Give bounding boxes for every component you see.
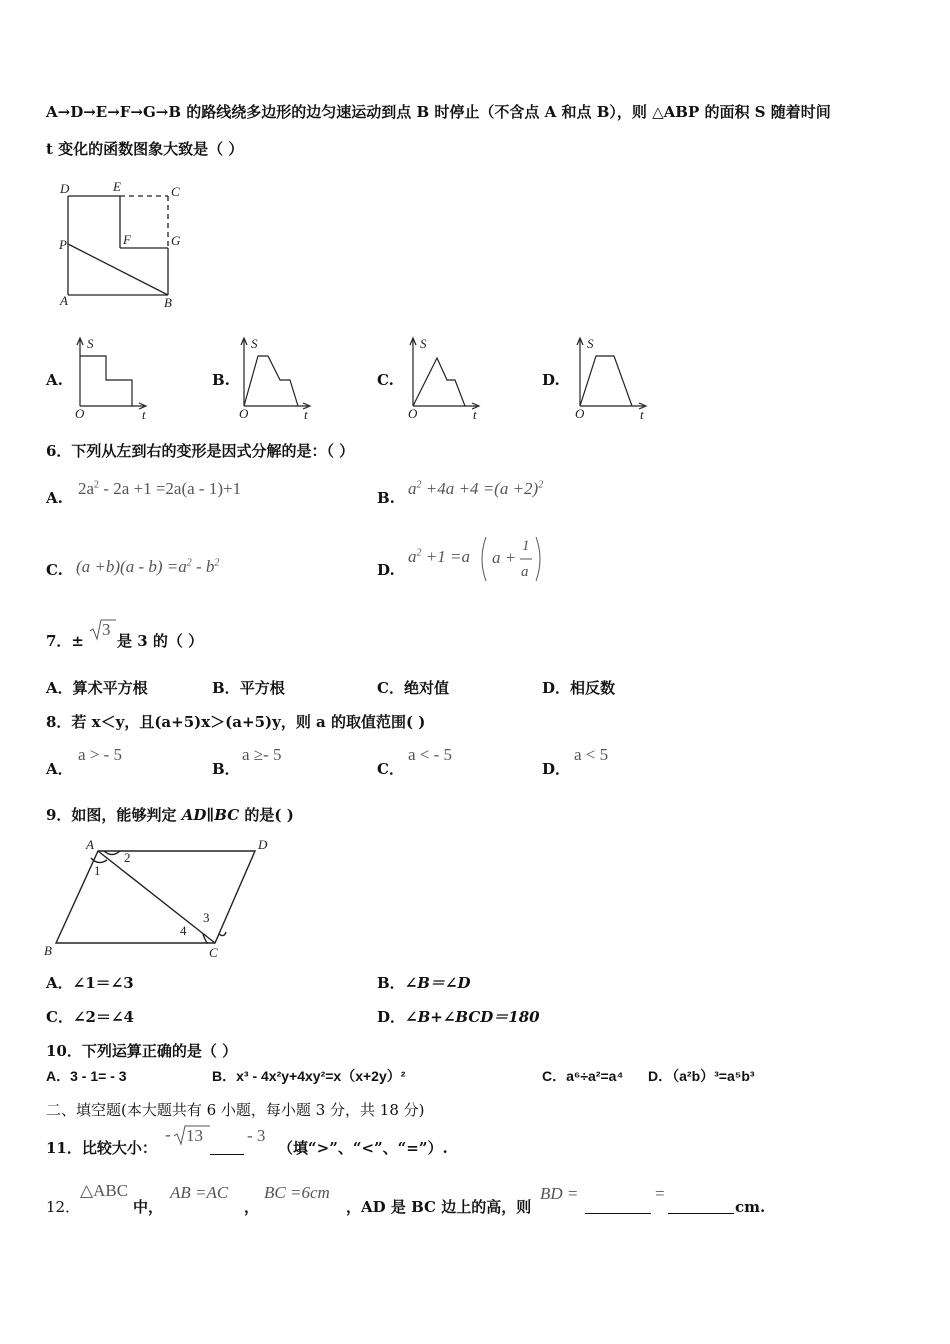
q6-A-part2: - 2a +1 =2a(a - 1)+1 bbox=[99, 479, 242, 498]
q5-stem-line1: A→D→E→F→G→B 的路线绕多边形的边匀速运动到点 B 时停止（不含点 A 和点 B），则 △ABP 的面积 S 随着时间 bbox=[46, 103, 831, 121]
q6-B-part2: +4a +4 =(a +2) bbox=[421, 479, 539, 498]
q8-option-D-expr[interactable]: a < 5 bbox=[574, 745, 609, 764]
q9-angle-3: 3 bbox=[203, 910, 210, 925]
q6-option-C-expr[interactable]: $(a +b)(a - b) =a^2 - b^2$ bbox=[76, 557, 220, 576]
q12-equals: = bbox=[655, 1184, 665, 1203]
q5-option-C-label[interactable]: C. bbox=[377, 371, 394, 389]
q5-label-C: C bbox=[171, 184, 180, 199]
q8-option-B-label[interactable]: B． bbox=[212, 760, 240, 778]
q6-option-D-expr[interactable]: $a^2 +1 =a$ bbox=[408, 547, 470, 566]
q6-D-part1: a bbox=[408, 547, 417, 566]
q12-number: 12． bbox=[46, 1198, 81, 1216]
q6-C-part1: (a +b)(a - b) =a bbox=[76, 557, 187, 576]
q7-option-C[interactable] bbox=[377, 678, 449, 698]
q10-A-label: A． bbox=[46, 1068, 71, 1084]
q8-option-D-label[interactable]: D． bbox=[542, 760, 571, 778]
q10-B-label: B． bbox=[212, 1068, 237, 1084]
q12-answer-blank-2[interactable] bbox=[668, 1213, 734, 1214]
q5-label-B: B bbox=[164, 295, 172, 310]
q6-stem bbox=[46, 441, 354, 461]
q6-B-exp: 2 bbox=[538, 479, 544, 491]
q9-D-text: ∠B+∠BCD＝180 bbox=[405, 1008, 540, 1026]
q5-B-axis-t: t bbox=[304, 407, 308, 422]
q9-label-A: A bbox=[86, 837, 94, 852]
q11-rhs: - 3 bbox=[247, 1126, 266, 1145]
q9-label-B: B bbox=[44, 943, 52, 958]
q11-radicand: 13 bbox=[186, 1126, 203, 1145]
q7-D-label: D． bbox=[542, 679, 571, 697]
q6-C-part2: - b bbox=[191, 557, 215, 576]
q7-option-B[interactable] bbox=[212, 678, 285, 698]
q5-A-axis-t: t bbox=[142, 407, 146, 422]
q7-radicand: 3 bbox=[102, 620, 111, 639]
q5-option-D-label[interactable]: D. bbox=[542, 371, 560, 389]
q6-option-D-label[interactable]: D. bbox=[377, 561, 395, 579]
q9-option-C[interactable] bbox=[46, 1007, 134, 1027]
q9-B-text: ∠B＝∠D bbox=[404, 974, 471, 992]
q12-bd: BD = bbox=[540, 1184, 579, 1203]
q5-option-B-graph[interactable] bbox=[234, 334, 324, 424]
q9-angle-4: 4 bbox=[180, 923, 187, 938]
q5-label-F: F bbox=[123, 232, 131, 247]
q9-label-C: C bbox=[209, 945, 218, 960]
q5-A-axis-s: S bbox=[87, 336, 94, 351]
q7-number: 7．± bbox=[46, 632, 85, 650]
q12-eq1: AB =AC bbox=[170, 1183, 229, 1202]
q7-B-text: 平方根 bbox=[239, 679, 285, 697]
q11-answer-blank[interactable] bbox=[210, 1154, 244, 1155]
q10-A-text: 3 - 1= - 3 bbox=[70, 1068, 127, 1084]
q10-B-text: x³ - 4x²y+4xy²=x（x+2y）² bbox=[236, 1068, 406, 1084]
q6-D-frac-num: 1 bbox=[522, 538, 530, 554]
q6-option-B-label[interactable]: B. bbox=[377, 489, 395, 507]
q9-A-label: A． bbox=[46, 974, 73, 992]
q10-D-text: （a²b）³=a⁵b³ bbox=[672, 1068, 755, 1084]
q9-C-label: C． bbox=[46, 1008, 73, 1026]
q10-stem: 10．下列运算正确的是（ ） bbox=[46, 1042, 238, 1060]
q6-B-part1: a bbox=[408, 479, 417, 498]
q7-B-label: B． bbox=[212, 679, 240, 697]
q6-D-frac-den: a bbox=[521, 564, 529, 580]
q10-option-B[interactable] bbox=[212, 1066, 405, 1086]
q8-stem: 8．若 x＜y，且(a+5)x＞(a+5)y，则 a 的取值范围( ) bbox=[46, 713, 426, 731]
q11-stem: 11．比较大小： bbox=[46, 1139, 157, 1157]
q7-A-label: A． bbox=[46, 679, 73, 697]
q9-option-D[interactable] bbox=[377, 1007, 540, 1027]
q10-C-label: C． bbox=[542, 1068, 567, 1084]
q5-option-A-graph[interactable] bbox=[70, 334, 160, 424]
q7-C-label: C． bbox=[377, 679, 404, 697]
q5-label-A: A bbox=[60, 293, 68, 308]
q5-C-axis-s: S bbox=[420, 336, 427, 351]
q12-unit: cm. bbox=[735, 1198, 766, 1216]
q9-B-label: B． bbox=[377, 974, 405, 992]
q5-C-axis-t: t bbox=[473, 407, 477, 422]
q5-D-axis-s: S bbox=[587, 336, 594, 351]
q10-option-D[interactable] bbox=[648, 1066, 755, 1086]
q12-answer-blank-1[interactable] bbox=[585, 1213, 651, 1214]
q6-A-part1: 2a bbox=[78, 479, 95, 498]
q7-A-text: 算术平方根 bbox=[72, 679, 148, 697]
q6-stem-text: 6．下列从左到右的变形是因式分解的是：（ ） bbox=[46, 442, 355, 460]
q7-option-A[interactable] bbox=[46, 678, 148, 698]
q11-hint: （填“>”、“<”、“=”）. bbox=[278, 1139, 448, 1157]
q5-label-E: E bbox=[113, 179, 121, 194]
q5-label-D: D bbox=[60, 181, 70, 196]
q9-D-label: D． bbox=[377, 1008, 406, 1026]
q8-option-A-label[interactable]: A． bbox=[46, 760, 73, 778]
q5-label-P: P bbox=[59, 237, 67, 252]
q9-A-text: ∠1＝∠3 bbox=[72, 974, 134, 992]
q5-option-C-graph[interactable] bbox=[403, 334, 493, 424]
q6-D-part2: +1 =a bbox=[421, 547, 470, 566]
q5-stem-line2: t 变化的函数图象大致是（ ） bbox=[46, 140, 244, 158]
q12-eq2: BC =6cm bbox=[264, 1183, 330, 1202]
q7-C-text: 绝对值 bbox=[403, 679, 449, 697]
q9-stem bbox=[46, 805, 294, 825]
q7-option-D[interactable] bbox=[542, 678, 615, 698]
q10-option-A[interactable] bbox=[46, 1066, 127, 1086]
q6-option-B-expr[interactable]: $a^2 +4a +4 =(a +2)^2$ bbox=[408, 479, 544, 498]
q12-comma: ， bbox=[244, 1198, 260, 1216]
q6-option-A-expr[interactable]: $2a^2 - 2a +1 =2a(a - 1)+1$ bbox=[78, 479, 242, 498]
q9-option-A[interactable] bbox=[46, 973, 134, 993]
q6-option-C-label[interactable]: C. bbox=[46, 561, 63, 579]
q9-stem-a: 9．如图，能够判定 bbox=[46, 806, 177, 824]
q9-C-text: ∠2＝∠4 bbox=[72, 1008, 134, 1026]
q10-D-label: D． bbox=[648, 1068, 673, 1084]
q9-stem-b: AD∥BC bbox=[181, 806, 240, 824]
q5-D-axis-t: t bbox=[640, 407, 644, 422]
q6-option-A-label[interactable]: A. bbox=[46, 489, 63, 507]
q5-label-G: G bbox=[171, 233, 181, 248]
q12-triangle: △ABC bbox=[80, 1181, 129, 1200]
q9-option-B[interactable] bbox=[377, 973, 471, 993]
q5-option-D-graph[interactable] bbox=[570, 334, 660, 424]
q5-C-origin: O bbox=[408, 406, 418, 421]
q12-mid: ，AD 是 BC 边上的高，则 bbox=[346, 1198, 532, 1216]
section2-title: 二、填空题(本大题共有 6 小题，每小题 3 分，共 18 分) bbox=[46, 1101, 425, 1119]
q10-C-text: a⁶÷a²=a⁴ bbox=[566, 1068, 624, 1084]
q12-zhong: 中， bbox=[133, 1198, 164, 1216]
q5-option-B-label[interactable]: B. bbox=[212, 371, 230, 389]
q9-angle-2: 2 bbox=[124, 850, 131, 865]
q9-stem-c: 的是( ) bbox=[244, 806, 294, 824]
q5-A-origin: O bbox=[75, 406, 85, 421]
q8-option-C-label[interactable]: C． bbox=[377, 760, 404, 778]
q10-option-C[interactable] bbox=[542, 1066, 623, 1086]
q7-rest: 是 3 的（ ） bbox=[117, 632, 204, 650]
q9-angle-1: 1 bbox=[94, 863, 101, 878]
q11-neg: - bbox=[165, 1125, 171, 1144]
q5-D-origin: O bbox=[575, 406, 585, 421]
q5-B-origin: O bbox=[239, 406, 249, 421]
q8-option-C-expr[interactable]: a < - 5 bbox=[408, 745, 453, 764]
q5-B-axis-s: S bbox=[251, 336, 258, 351]
q7-D-text: 相反数 bbox=[570, 679, 616, 697]
q6-D-frac-a: a + bbox=[492, 548, 517, 567]
q9-label-D: D bbox=[258, 837, 268, 852]
q8-option-B-expr[interactable]: a ≥- 5 bbox=[242, 745, 282, 764]
q8-option-A-expr[interactable]: a > - 5 bbox=[78, 745, 123, 764]
q5-option-A-label[interactable]: A. bbox=[46, 371, 63, 389]
